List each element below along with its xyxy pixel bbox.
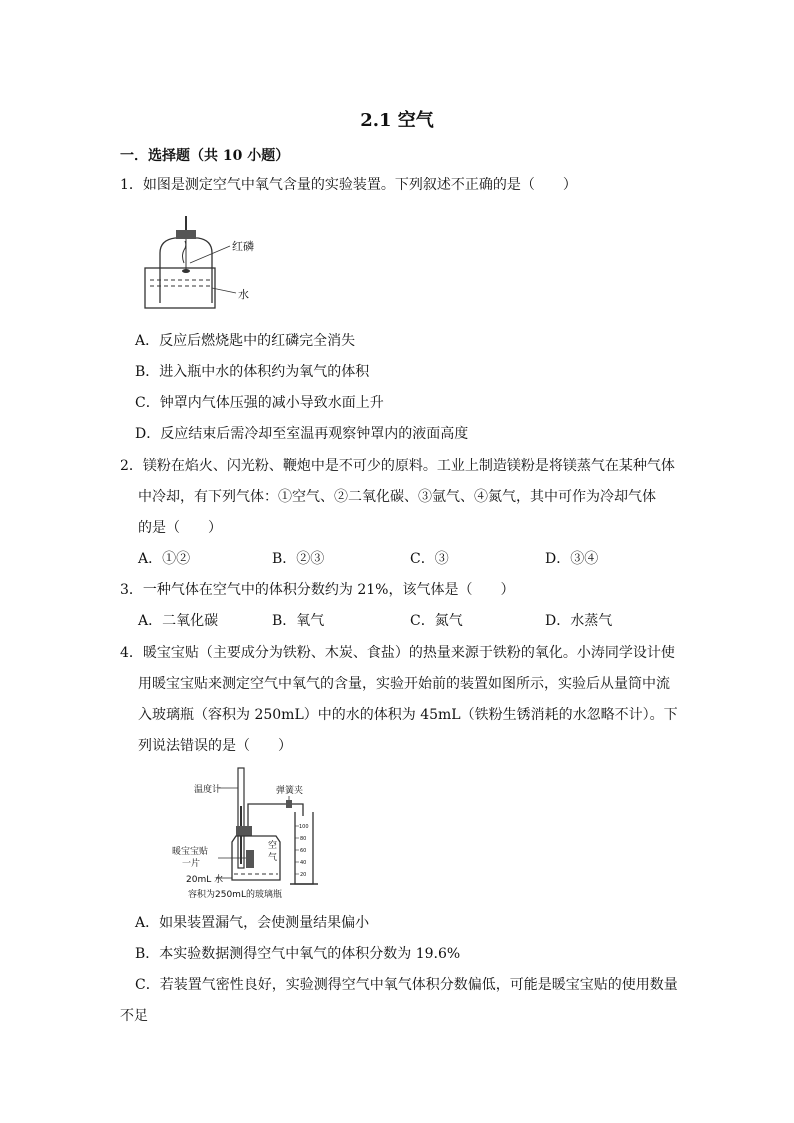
q4-label-thermometer: 温度计 [194, 785, 222, 795]
q4-tick-20: 20 [300, 872, 307, 878]
q4-label-water: 20mL 水 [186, 875, 224, 885]
q3-option-a: A．二氧化碳 [138, 613, 219, 629]
q2-stem-line2: 中冷却，有下列气体：①空气、②二氧化碳、③氩气、④氮气，其中可作为冷却气体 [138, 489, 656, 505]
q1-option-d: D．反应结束后需冷却至室温再观察钟罩内的液面高度 [135, 426, 469, 442]
q2-stem-line3: 的是（ ） [138, 520, 222, 536]
q2-option-d: D．③④ [545, 551, 599, 567]
q4-label-air-1: 空 [268, 841, 278, 851]
q4-option-a: A．如果装置漏气，会使测量结果偏小 [135, 915, 370, 931]
q3-option-c: C．氮气 [410, 613, 463, 629]
q2-option-c: C．③ [410, 551, 449, 567]
q4-label-pad-line1: 暖宝宝贴 [172, 847, 209, 857]
q4-option-b: B．本实验数据测得空气中氧气的体积分数为 19.6% [135, 946, 461, 962]
q4-stem-line3: 入玻璃瓶（容积为 250mL）中的水的体积为 45mL（铁粉生锈消耗的水忽略不计）。下 [138, 707, 678, 723]
page-title: 2.1 空气 [360, 110, 434, 131]
q4-label-air-2: 气 [268, 853, 278, 863]
q1-label-water: 水 [238, 288, 249, 301]
q4-stem-line2: 用暖宝宝贴来测定空气中氧气的含量，实验开始前的装置如图所示，实验后从量筒中流 [138, 676, 670, 692]
q4-tick-100: 100 [299, 824, 309, 830]
q3-stem: 3．一种气体在空气中的体积分数约为 21%，该气体是（ ） [120, 582, 515, 598]
q4-tick-80: 80 [300, 836, 307, 842]
q4-stem-line1: 4．暖宝宝贴（主要成分为铁粉、木炭、食盐）的热量来源于铁粉的氧化。小涛同学设计使 [120, 645, 675, 661]
q4-figure-apparatus [168, 766, 338, 906]
q4-tick-60: 60 [300, 848, 307, 854]
q1-stem: 1．如图是测定空气中氧气含量的实验装置。下列叙述不正确的是（ ） [120, 177, 577, 193]
q2-stem-line1: 2．镁粉在焰火、闪光粉、鞭炮中是不可少的原料。工业上制造镁粉是将镁蒸气在某种气体 [120, 458, 675, 474]
q3-option-b: B．氧气 [272, 613, 325, 629]
q4-option-c-line2: 不足 [120, 1008, 148, 1024]
q1-option-c: C．钟罩内气体压强的减小导致水面上升 [135, 395, 384, 411]
q4-label-clamp: 弹簧夹 [276, 786, 304, 796]
q1-option-b: B．进入瓶中水的体积约为氧气的体积 [135, 364, 370, 380]
q3-option-d: D．水蒸气 [545, 613, 613, 629]
q4-label-bottle: 容积为250mL的玻璃瓶 [188, 890, 282, 900]
q4-stem-line4: 列说法错误的是（ ） [138, 738, 292, 754]
section-heading: 一．选择题（共 10 小题） [120, 148, 290, 164]
q1-label-phosphorus: 红磷 [232, 240, 254, 253]
q1-figure-bell-jar [140, 208, 280, 318]
q4-label-pad-line2: 一片 [182, 859, 201, 869]
q4-option-c-line1: C．若装置气密性良好，实验测得空气中氧气体积分数偏低，可能是暖宝宝贴的使用数量 [135, 977, 678, 993]
q2-option-b: B．②③ [272, 551, 325, 567]
q1-option-a: A．反应后燃烧匙中的红磷完全消失 [135, 333, 356, 349]
q2-option-a: A．①② [138, 551, 191, 567]
q4-tick-40: 40 [300, 860, 307, 866]
